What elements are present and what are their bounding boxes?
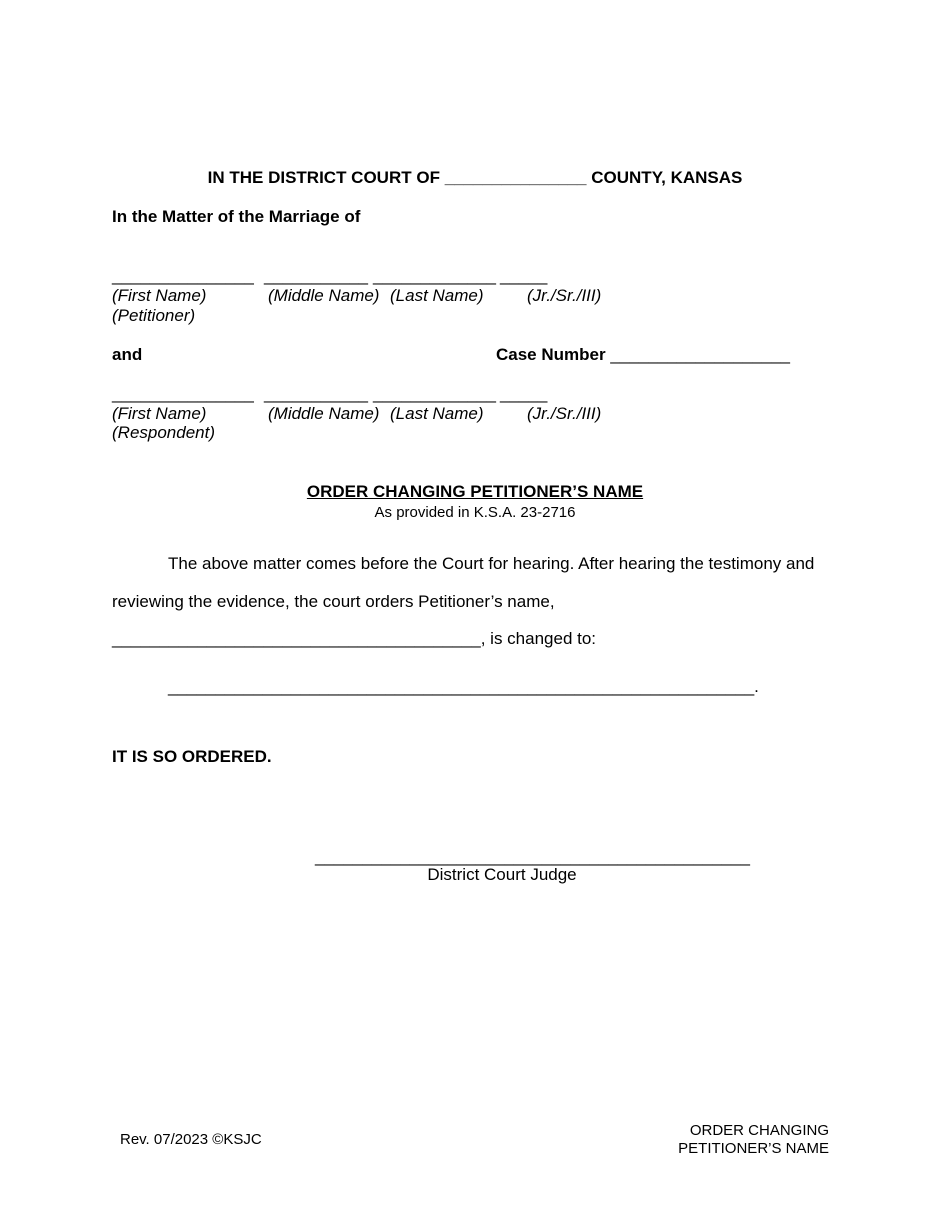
petitioner-middle-name-label: (Middle Name) — [268, 286, 380, 305]
court-prefix: IN THE DISTRICT COURT OF — [207, 168, 440, 187]
petitioner-last-name-blank[interactable]: _____________ — [373, 266, 496, 285]
and-label: and — [112, 345, 143, 364]
order-subtitle: As provided in K.S.A. 23-2716 — [374, 504, 576, 521]
respondent-last-name-label: (Last Name) — [390, 404, 484, 423]
respondent-role-label: (Respondent) — [112, 423, 216, 442]
case-number — [496, 345, 790, 365]
petitioner-first-name-blank[interactable]: _______________ — [112, 266, 254, 285]
court-header — [0, 168, 950, 188]
petitioner-last-name-label: (Last Name) — [390, 286, 484, 305]
respondent-middle-name-label: (Middle Name) — [268, 404, 380, 423]
respondent-suffix-label: (Jr./Sr./III) — [527, 404, 602, 423]
respondent-suffix-blank[interactable]: _____ — [500, 384, 548, 403]
footer-revision: Rev. 07/2023 ©KSJC — [120, 1131, 262, 1148]
so-ordered: IT IS SO ORDERED. — [112, 747, 272, 766]
judge-signature-line[interactable]: ______________________________________________ — [315, 847, 750, 866]
footer-form-title — [678, 1122, 829, 1158]
respondent-last-name-blank[interactable]: _____________ — [373, 384, 496, 403]
case-number-blank[interactable]: ___________________ — [610, 345, 790, 364]
old-name-blank[interactable]: _______________________________________ — [112, 629, 481, 648]
footer-form-title-line-1: ORDER CHANGING — [689, 1122, 829, 1139]
petitioner-first-name-label: (First Name) — [112, 286, 207, 305]
petitioner-role-label: (Petitioner) — [112, 306, 196, 325]
petitioner-middle-name-blank[interactable]: ___________ — [264, 266, 369, 285]
body-line-1: The above matter comes before the Court for hearing. After hearing the testimony and — [168, 554, 815, 573]
new-name-blank[interactable]: ______________________________________________________________. — [168, 677, 759, 696]
case-number-label: Case Number — [496, 345, 606, 364]
body-line-2: reviewing the evidence, the court orders Petitioner’s name, — [112, 592, 555, 611]
changed-to-text: , is changed to: — [480, 629, 597, 648]
court-suffix: COUNTY, KANSAS — [591, 168, 743, 187]
respondent-middle-name-blank[interactable]: ___________ — [264, 384, 369, 403]
petitioner-suffix-blank[interactable]: _____ — [500, 266, 548, 285]
respondent-first-name-label: (First Name) — [112, 404, 207, 423]
county-blank[interactable]: _______________ — [444, 168, 587, 187]
matter-of-heading: In the Matter of the Marriage of — [112, 207, 361, 226]
judge-signature-label: District Court Judge — [427, 865, 577, 884]
old-name-line — [112, 629, 596, 649]
order-title: ORDER CHANGING PETITIONER’S NAME — [306, 482, 644, 501]
petitioner-suffix-label: (Jr./Sr./III) — [527, 286, 602, 305]
footer-form-title-line-2: PETITIONER’S NAME — [678, 1140, 829, 1157]
respondent-first-name-blank[interactable]: _______________ — [112, 384, 254, 403]
